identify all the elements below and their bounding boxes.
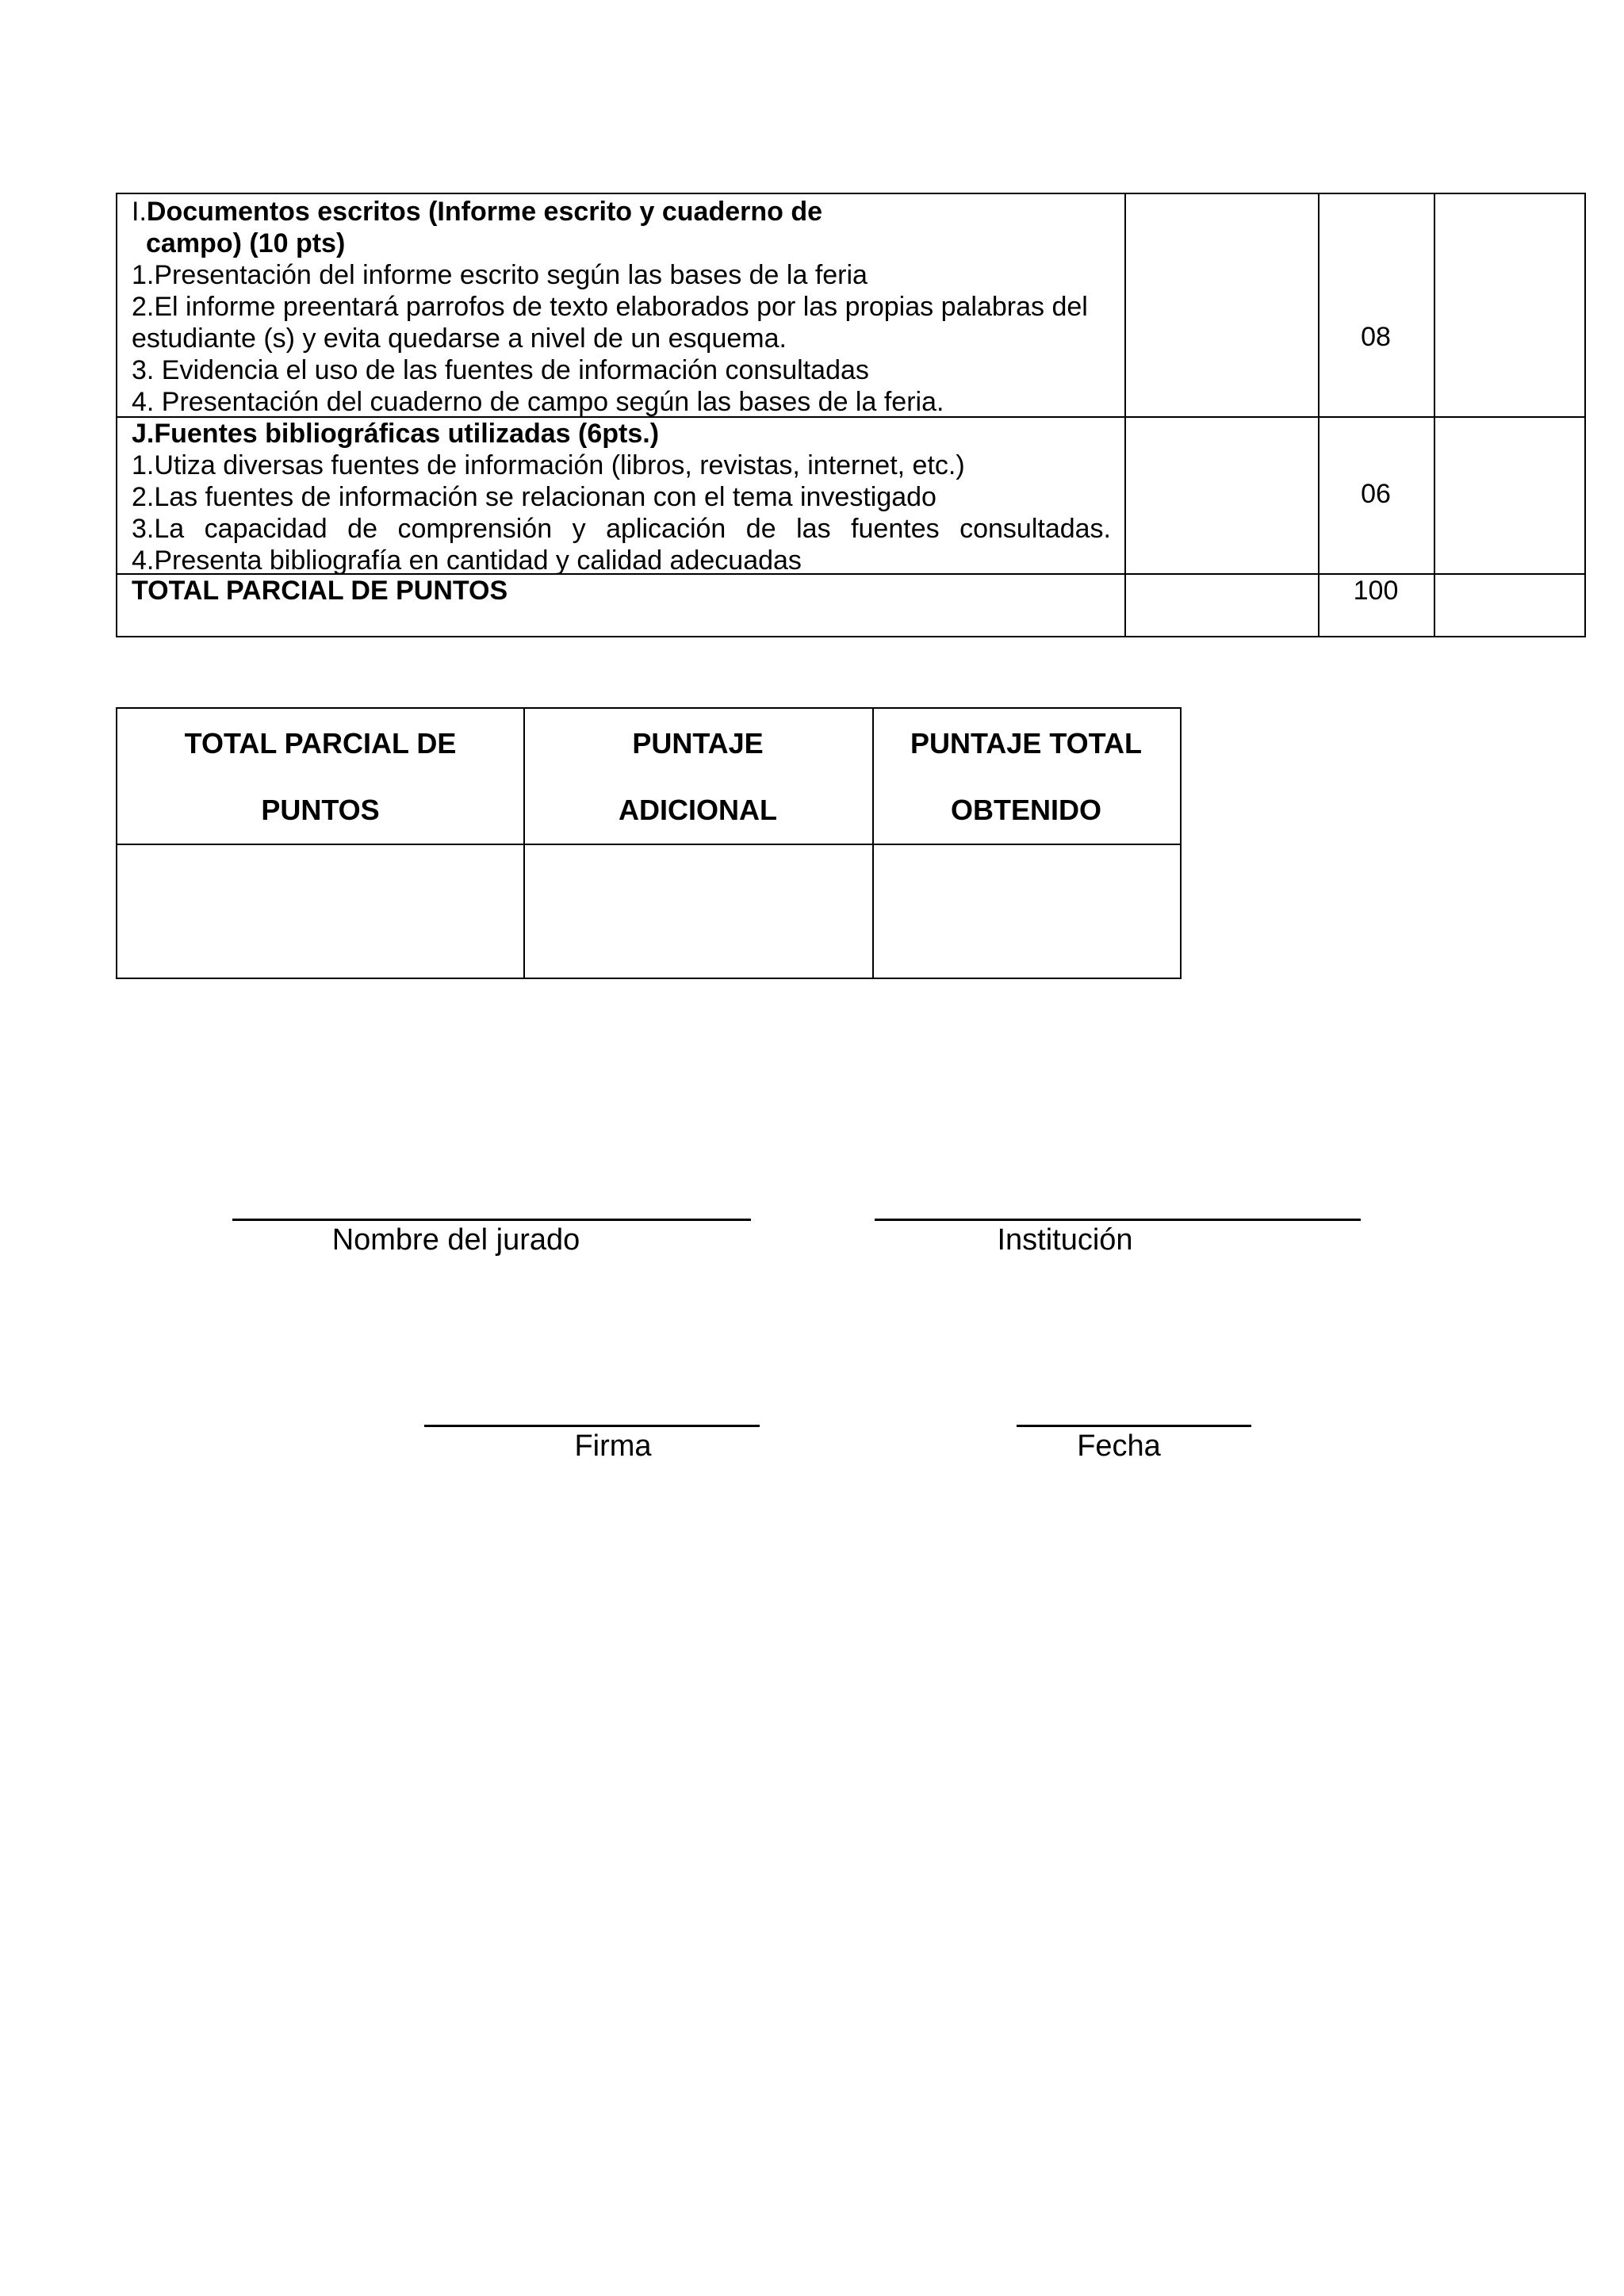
header-puntaje-total xyxy=(872,709,1180,845)
criterion-item: 3.La capacidad de comprensión y aplicación de las fuentes consultadas. xyxy=(132,514,1111,544)
rubric-table xyxy=(116,193,1586,637)
criterion-j-points: 06 xyxy=(1361,479,1391,509)
header-puntaje-adicional xyxy=(523,709,872,845)
header-text: PUNTAJE xyxy=(632,727,764,760)
criterion-i-title-cont: campo) (10 pts) xyxy=(146,228,346,258)
date-line[interactable] xyxy=(1017,1425,1251,1427)
totals-table xyxy=(116,707,1182,979)
date-label: Fecha xyxy=(1077,1429,1161,1463)
institution-line[interactable] xyxy=(875,1219,1361,1221)
header-text: PUNTAJE TOTAL xyxy=(910,727,1142,760)
criterion-item: 4.Presenta bibliografía en cantidad y calidad adecuadas xyxy=(132,545,802,576)
header-text: ADICIONAL xyxy=(619,794,777,826)
criterion-j xyxy=(132,418,1111,576)
header-text: OBTENIDO xyxy=(950,794,1101,826)
criterion-item: 3. Evidencia el uso de las fuentes de información consultadas xyxy=(132,355,869,385)
signature-line[interactable] xyxy=(424,1425,760,1427)
puntaje-total-cell[interactable] xyxy=(874,845,1180,978)
column-divider xyxy=(1124,194,1126,636)
jury-name-label: Nombre del jurado xyxy=(331,1223,580,1257)
header-text: PUNTOS xyxy=(261,794,380,826)
institution-label: Institución xyxy=(997,1223,1133,1257)
criterion-i-prefix: I. xyxy=(132,197,147,227)
criterion-i xyxy=(132,196,1111,418)
criterion-item: 1.Presentación del informe escrito según las bases de la feria xyxy=(132,260,868,290)
jury-name-line[interactable] xyxy=(232,1219,751,1221)
total-parcial-cell[interactable] xyxy=(117,845,523,978)
criterion-i-points: 08 xyxy=(1361,322,1391,352)
total-label: TOTAL PARCIAL DE PUNTOS xyxy=(132,576,508,606)
criterion-item: 1.Utiza diversas fuentes de información (libros, revistas, internet, etc.) xyxy=(132,450,965,480)
criterion-j-title: J.Fuentes bibliográficas utilizadas (6pts.) xyxy=(132,419,660,449)
column-divider xyxy=(1434,194,1435,636)
header-text: TOTAL PARCIAL DE xyxy=(184,727,457,760)
signature-label: Firma xyxy=(574,1429,652,1463)
column-divider xyxy=(1318,194,1320,636)
criterion-i-title: Documentos escritos (Informe escrito y cuaderno de xyxy=(146,197,823,227)
puntaje-adicional-cell[interactable] xyxy=(525,845,872,978)
criterion-item: 2.El informe preentará parrofos de texto elaborados por las propias palabras del estudiante (s) y evita quedarse a nivel de un esquema. xyxy=(132,292,1088,354)
criterion-item: 4. Presentación del cuaderno de campo según las bases de la feria. xyxy=(132,387,944,417)
criterion-item: 2.Las fuentes de información se relacionan con el tema investigado xyxy=(132,482,936,512)
header-total-parcial xyxy=(117,709,523,845)
total-points: 100 xyxy=(1353,576,1399,606)
